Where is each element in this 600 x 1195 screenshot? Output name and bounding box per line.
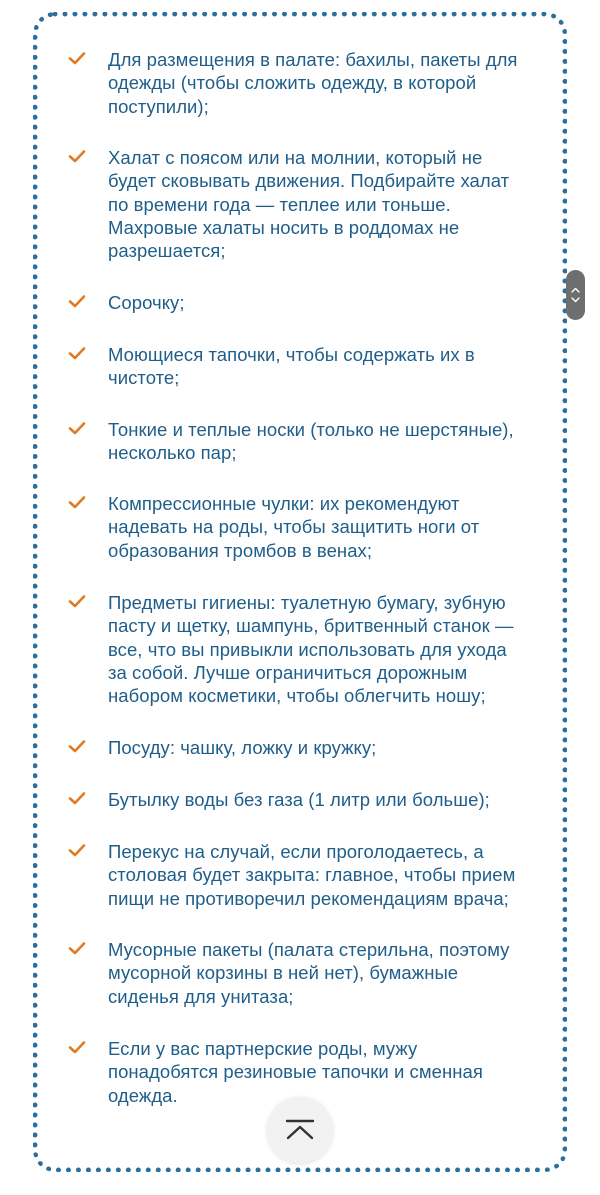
check-icon: [68, 492, 108, 562]
list-item-line: Если у вас партнерские роды, мужу: [108, 1038, 418, 1059]
scrollbar-thumb[interactable]: [566, 270, 585, 320]
list-item-line: поступили);: [108, 95, 209, 117]
list-item-line: Махровые халаты носить в роддомах не: [108, 216, 460, 238]
list-item: [68, 736, 538, 759]
check-icon: [68, 788, 108, 811]
list-item: [68, 840, 538, 910]
check-icon: [68, 840, 108, 910]
check-icon: [68, 291, 108, 314]
list-item-text: [108, 418, 514, 465]
list-item-line: за собой. Лучше ограничиться дорожным: [108, 661, 468, 683]
list-item-line: Посуду: чашку, ложку и кружку;: [108, 737, 377, 758]
list-item-line: пищи не противоречил рекомендациям врача;: [108, 887, 509, 909]
list-item-text: [108, 492, 479, 562]
list-item-line: Для размещения в палате: бахилы, пакеты для: [108, 49, 518, 70]
check-icon: [68, 48, 108, 118]
list-item-line: одежды (чтобы сложить одежду, в которой: [108, 72, 477, 94]
list-item-line: Моющиеся тапочки, чтобы содержать их в: [108, 344, 475, 365]
list-item-line: Компрессионные чулки: их рекомендуют: [108, 493, 460, 514]
list-item-line: понадобятся резиновые тапочки и сменная: [108, 1061, 483, 1083]
list-item-text: [108, 591, 514, 707]
list-item-text: [108, 48, 518, 118]
check-icon: [68, 1037, 108, 1107]
list-item-text: [108, 343, 475, 390]
list-item-line: несколько пар;: [108, 442, 237, 464]
list-item-line: мусорной корзины в ней нет), бумажные: [108, 962, 459, 984]
list-item-text: [108, 840, 515, 910]
check-icon: [68, 736, 108, 759]
check-icon: [68, 343, 108, 390]
check-icon: [68, 146, 108, 262]
list-item-line: Мусорные пакеты (палата стерильна, поэтому: [108, 939, 510, 960]
list-item: [68, 146, 538, 262]
list-item: [68, 788, 538, 811]
list-item: [68, 938, 538, 1008]
list-item: [68, 291, 538, 314]
list-item: [68, 343, 538, 390]
list-item-line: надевать на роды, чтобы защитить ноги от: [108, 516, 480, 538]
list-item-line: столовая будет закрыта: главное, чтобы прием: [108, 864, 516, 886]
list-item: [68, 492, 538, 562]
list-item-text: [108, 788, 490, 811]
list-item-line: по времени года — теплее или тоньше.: [108, 193, 451, 215]
chevron-down-icon[interactable]: [571, 297, 580, 303]
check-icon: [68, 938, 108, 1008]
list-item-text: [108, 291, 185, 314]
list-item-line: Тонкие и теплые носки (только не шерстяные),: [108, 419, 514, 440]
list-item-line: Бутылку воды без газа (1 литр или больше);: [108, 789, 490, 810]
list-item-text: [108, 736, 376, 759]
list-item-line: сиденья для унитаза;: [108, 985, 294, 1007]
check-icon: [68, 418, 108, 465]
list-item-line: Сорочку;: [108, 292, 185, 313]
list-item: [68, 418, 538, 465]
scroll-to-top-icon: [285, 1118, 315, 1142]
chevron-up-icon[interactable]: [571, 287, 580, 293]
list-item: [68, 591, 538, 707]
list-item-line: пасту и щетку, шампунь, бритвенный станок —: [108, 615, 514, 637]
list-item-line: разрешается;: [108, 240, 226, 262]
list-item-line: все, что вы привыкли использовать для ухода: [108, 638, 507, 660]
list-item-line: образования тромбов в венах;: [108, 539, 373, 561]
list-item-line: Предметы гигиены: туалетную бумагу, зубную: [108, 592, 506, 613]
check-icon: [68, 591, 108, 707]
list-item-line: Перекус на случай, если проголодаетесь, а: [108, 841, 484, 862]
list-item-text: [108, 146, 509, 262]
list-item-line: одежда.: [108, 1084, 178, 1106]
list-item-line: чистоте;: [108, 367, 180, 389]
scroll-to-top-button[interactable]: [267, 1097, 333, 1163]
list-item-line: будет сковывать движения. Подбирайте халат: [108, 170, 510, 192]
list-item: [68, 48, 538, 118]
list-item-line: Халат с поясом или на молнии, который не: [108, 147, 483, 168]
list-item-text: [108, 938, 510, 1008]
list-item-line: набором косметики, чтобы облегчить ношу;: [108, 685, 486, 707]
